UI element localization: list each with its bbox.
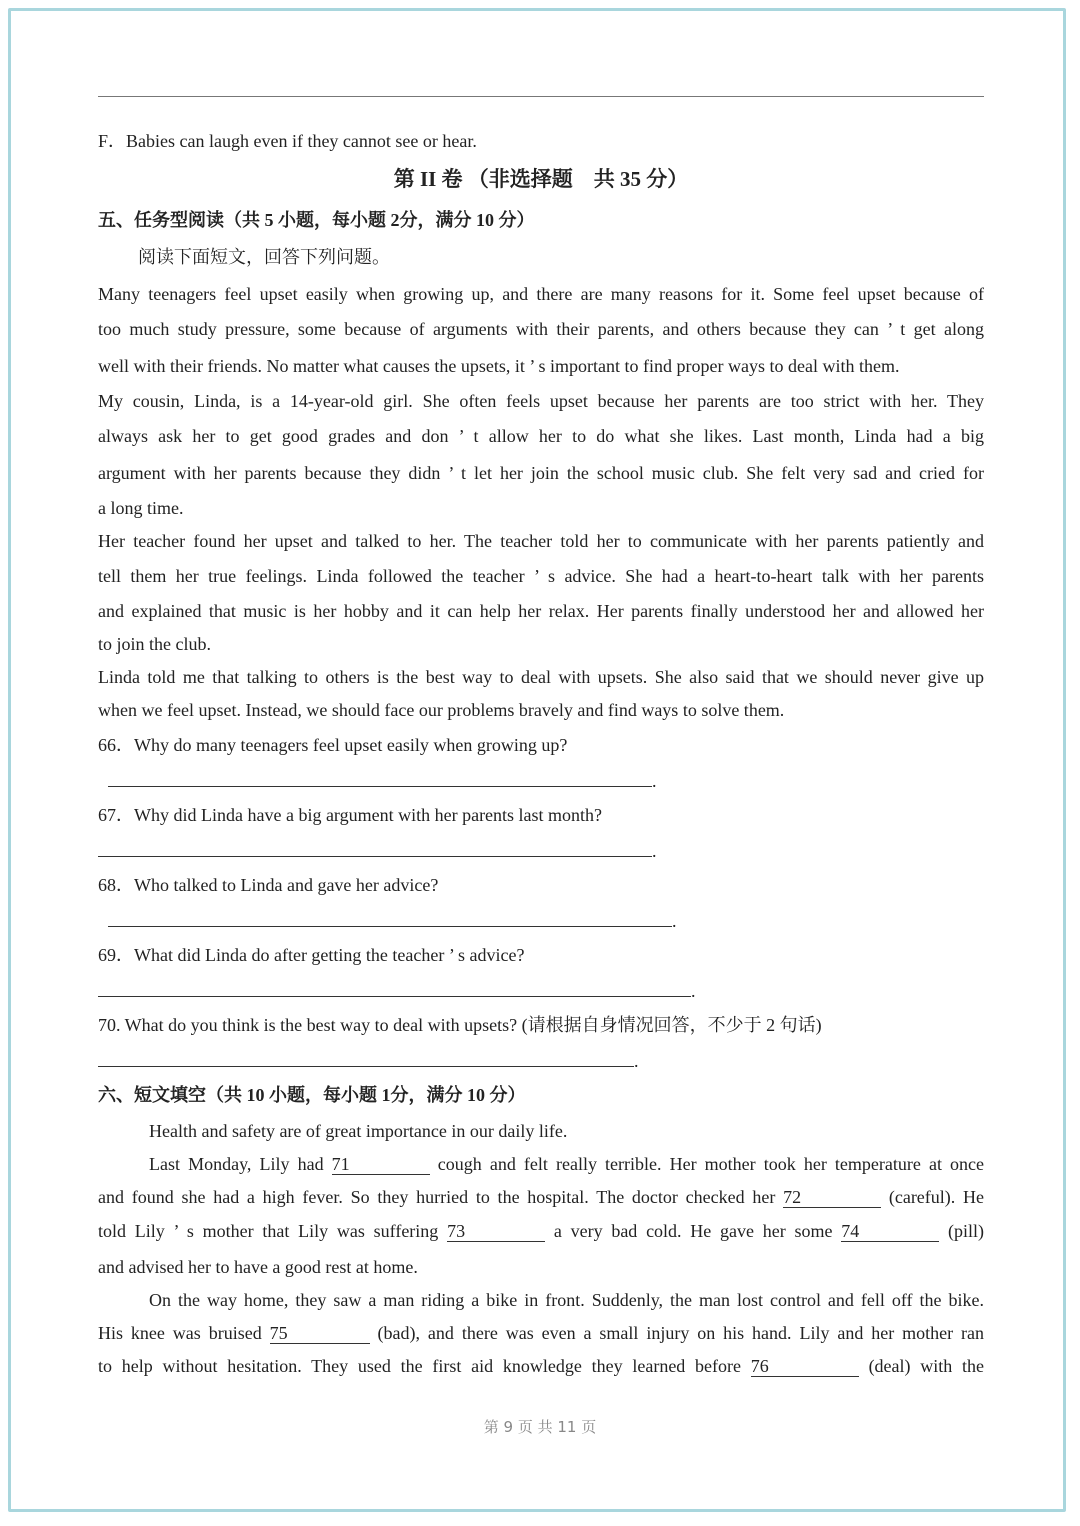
cloze-line: and advised her to have a good rest at home. (98, 1257, 418, 1277)
section5-instruction: 阅读下面短文，回答下列问题。 (138, 247, 390, 267)
blank-75[interactable]: 75 (270, 1323, 370, 1344)
passage-line: My cousin, Linda, is a 14-year-old girl. She often feels upset because her parents are too strict with her. They (98, 391, 984, 411)
question-66: 66．Why do many teenagers feel upset easily when growing up? (98, 735, 568, 755)
cloze-line: told Lily ’ s mother that Lily was suffering 73 a very bad cold. He gave her some 74 (pill) (98, 1221, 985, 1241)
cloze-line: Last Monday, Lily had 71 cough and felt really terrible. Her mother took her temperature at once (149, 1154, 985, 1174)
blank-76[interactable]: 76 (751, 1356, 859, 1377)
blank-74[interactable]: 74 (841, 1221, 939, 1242)
passage-line: tell them her true feelings. Linda followed the teacher ’ s advice. She had a heart-to-heart talk with her parents (98, 566, 984, 586)
question-67: 67．Why did Linda have a big argument with her parents last month? (98, 805, 603, 825)
blank-72[interactable]: 72 (783, 1187, 881, 1208)
cloze-line: and found she had a high fever. So they hurried to the hospital. The doctor checked her 72 (careful). He (98, 1187, 985, 1207)
passage-line: Her teacher found her upset and talked to her. The teacher told her to communicate with her parents patiently and (98, 531, 984, 551)
blank-73[interactable]: 73 (447, 1221, 545, 1242)
question-68: 68．Who talked to Linda and gave her advice? (98, 875, 439, 895)
cloze-line: His knee was bruised 75 (bad), and there was even a small injury on his hand. Lily and her mother ran (98, 1323, 985, 1343)
section5-heading: 五、任务型阅读（共 5 小题，每小题 2分，满分 10 分） (98, 210, 535, 230)
passage-line: and explained that music is her hobby and it can help her relax. Her parents finally understood her and allowed her (98, 601, 984, 621)
page-number: 第 9 页 共 11 页 (483, 1418, 597, 1436)
passage-line: too much study pressure, some because of arguments with their parents, and others because they can ’ t get along (98, 319, 984, 339)
passage-line: when we feel upset. Instead, we should face our problems bravely and find ways to solve them. (98, 700, 785, 720)
option-f: F．Babies can laugh even if they cannot see or hear. (98, 131, 477, 151)
passage-line: Linda told me that talking to others is the best way to deal with upsets. She also said that we should never give up (98, 667, 984, 687)
passage-line: to join the club. (98, 634, 211, 654)
answer-line-66[interactable]: . (108, 770, 657, 792)
question-69: 69．What did Linda do after getting the teacher ’ s advice? (98, 945, 525, 965)
section6-heading: 六、短文填空（共 10 小题，每小题 1分，满分 10 分） (98, 1085, 526, 1105)
cloze-line: On the way home, they saw a man riding a bike in front. Suddenly, the man lost control and fell off the bike. (149, 1290, 984, 1310)
passage-line: a long time. (98, 498, 184, 518)
passage-line: Many teenagers feel upset easily when growing up, and there are many reasons for it. Some feel upset because of (98, 284, 984, 304)
header-rule (98, 96, 984, 97)
part2-title: 第 II 卷 （非选择题 共 35 分） (393, 167, 689, 191)
answer-line-67[interactable]: . (98, 840, 657, 862)
passage-line: argument with her parents because they didn ’ t let her join the school music club. She felt very sad and cried for (98, 463, 984, 483)
answer-line-69[interactable]: . (98, 980, 696, 1002)
answer-line-68[interactable]: . (108, 910, 677, 932)
answer-line-70[interactable]: . (98, 1050, 639, 1072)
passage-line: well with their friends. No matter what causes the upsets, it ’ s important to find proper ways to deal with them. (98, 356, 900, 376)
passage-line: always ask her to get good grades and don ’ t allow her to do what she likes. Last month, Linda had a big (98, 426, 984, 446)
blank-71[interactable]: 71 (332, 1154, 430, 1175)
cloze-line: to help without hesitation. They used the first aid knowledge they learned before 76 (deal) with the (98, 1356, 985, 1376)
cloze-line: Health and safety are of great importance in our daily life. (149, 1121, 568, 1141)
question-70: 70. What do you think is the best way to deal with upsets? (请根据自身情况回答，不少于 2 句话) (98, 1015, 822, 1035)
